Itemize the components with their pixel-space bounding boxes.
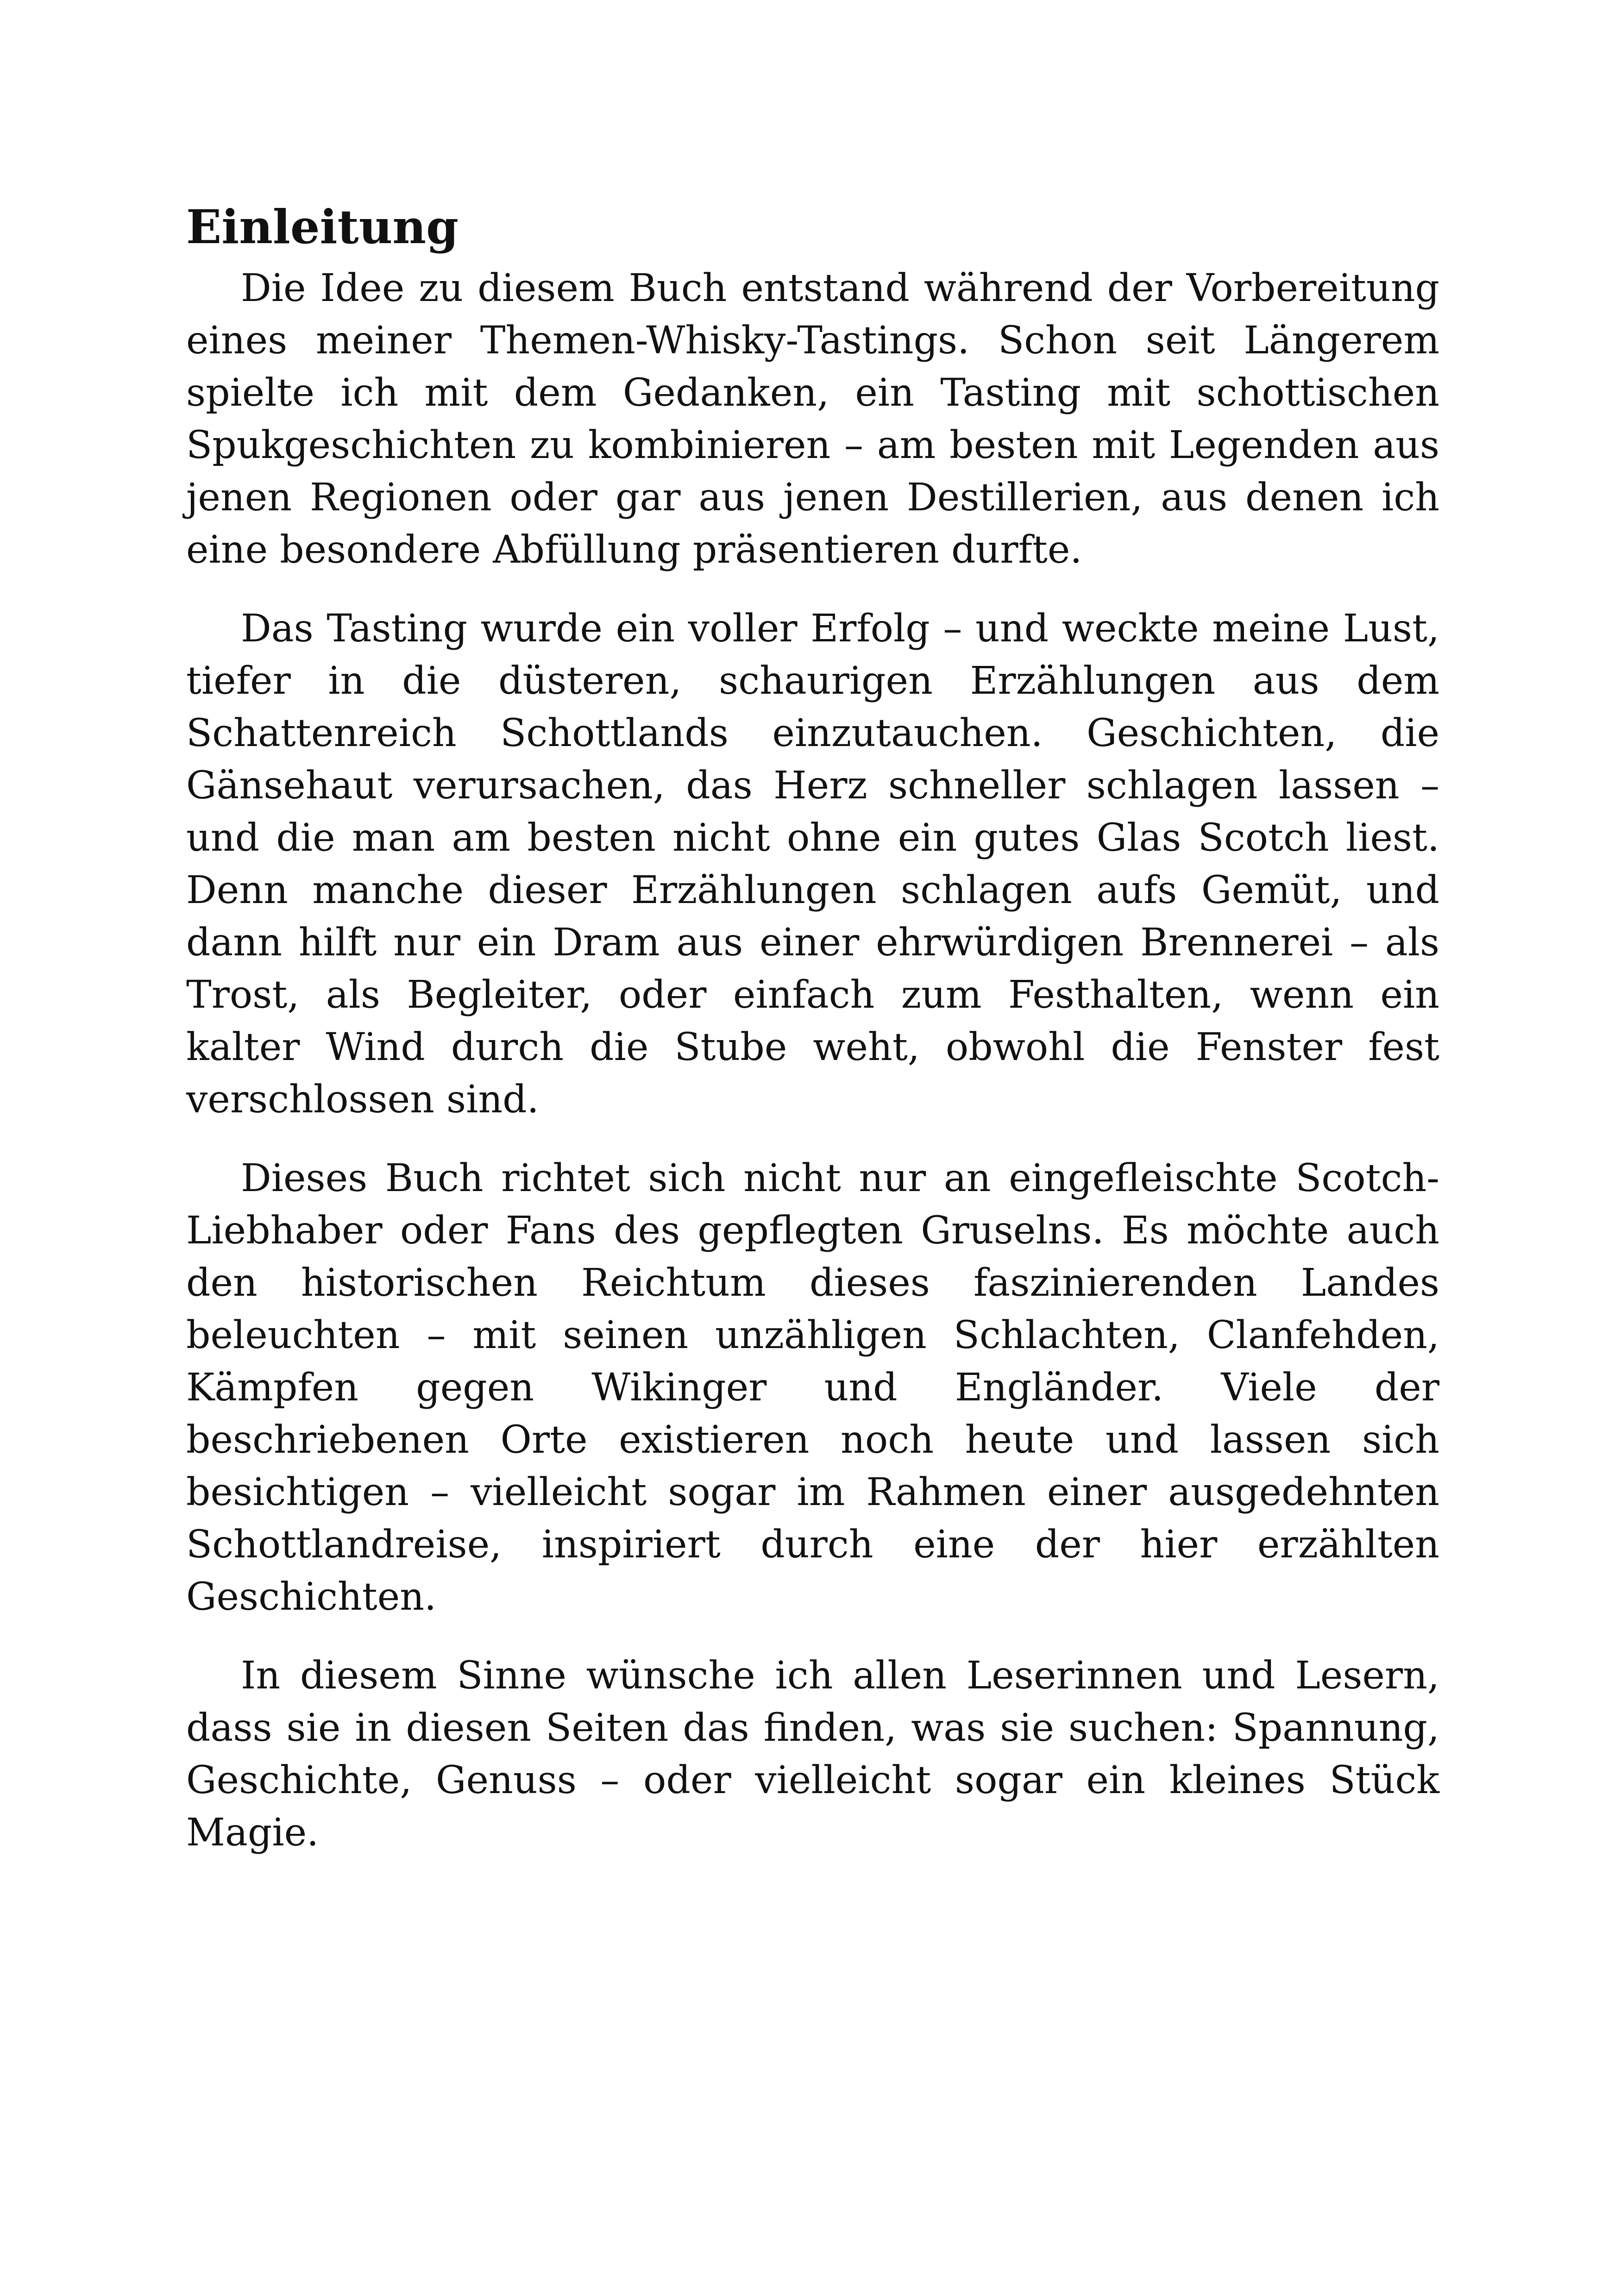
- paragraph-3: Dieses Buch richtet sich nicht nur an eingefleischte Scotch-Liebhaber oder Fans des gepflegten Gruselns. Es möchte auch den historischen Reichtum dieses faszinierenden Landes beleuchten – mit seinen unzähligen Schlachten, Clanfehden, Kämpfen gegen Wikinger und Engländer. Viele der beschriebenen Orte existieren noch heute und lassen sich besichtigen – vielleicht sogar im Rahmen einer ausgedehnten Schottlandreise, inspiriert durch eine der hier erzählten Geschichten.: [186, 1156, 1439, 1619]
- paragraph-4: In diesem Sinne wünsche ich allen Leserinnen und Lesern, dass sie in diesen Seiten das finden, was sie suchen: Spannung, Geschichte, Genuss – oder vielleicht sogar ein kleines Stück Magie.: [186, 1654, 1439, 1855]
- document-page: [186, 200, 1439, 1885]
- chapter-heading: Einleitung: [186, 200, 459, 254]
- paragraph-2: Das Tasting wurde ein voller Erfolg – und weckte meine Lust, tiefer in die düsteren, schaurigen Erzählungen aus dem Schattenreich Schottlands einzutauchen. Geschichten, die Gänsehaut verursachen, das Herz schneller schlagen lassen – und die man am besten nicht ohne ein gutes Glas Scotch liest. Denn manche dieser Erzählungen schlagen aufs Gemüt, und dann hilft nur ein Dram aus einer ehrwürdigen Brennerei – als Trost, als Begleiter, oder einfach zum Festhalten, wenn ein kalter Wind durch die Stube weht, obwohl die Fenster fest verschlossen sind.: [186, 607, 1439, 1122]
- paragraph-1: Die Idee zu diesem Buch entstand während der Vorbereitung eines meiner Themen-Whisky-Tastings. Schon seit Längerem spielte ich mit dem Gedanken, ein Tasting mit schottischen Spukgeschichten zu kombinieren – am besten mit Legenden aus jenen Regionen oder gar aus jenen Destillerien, aus denen ich eine besondere Abfüllung präsentieren durfte.: [186, 266, 1439, 572]
